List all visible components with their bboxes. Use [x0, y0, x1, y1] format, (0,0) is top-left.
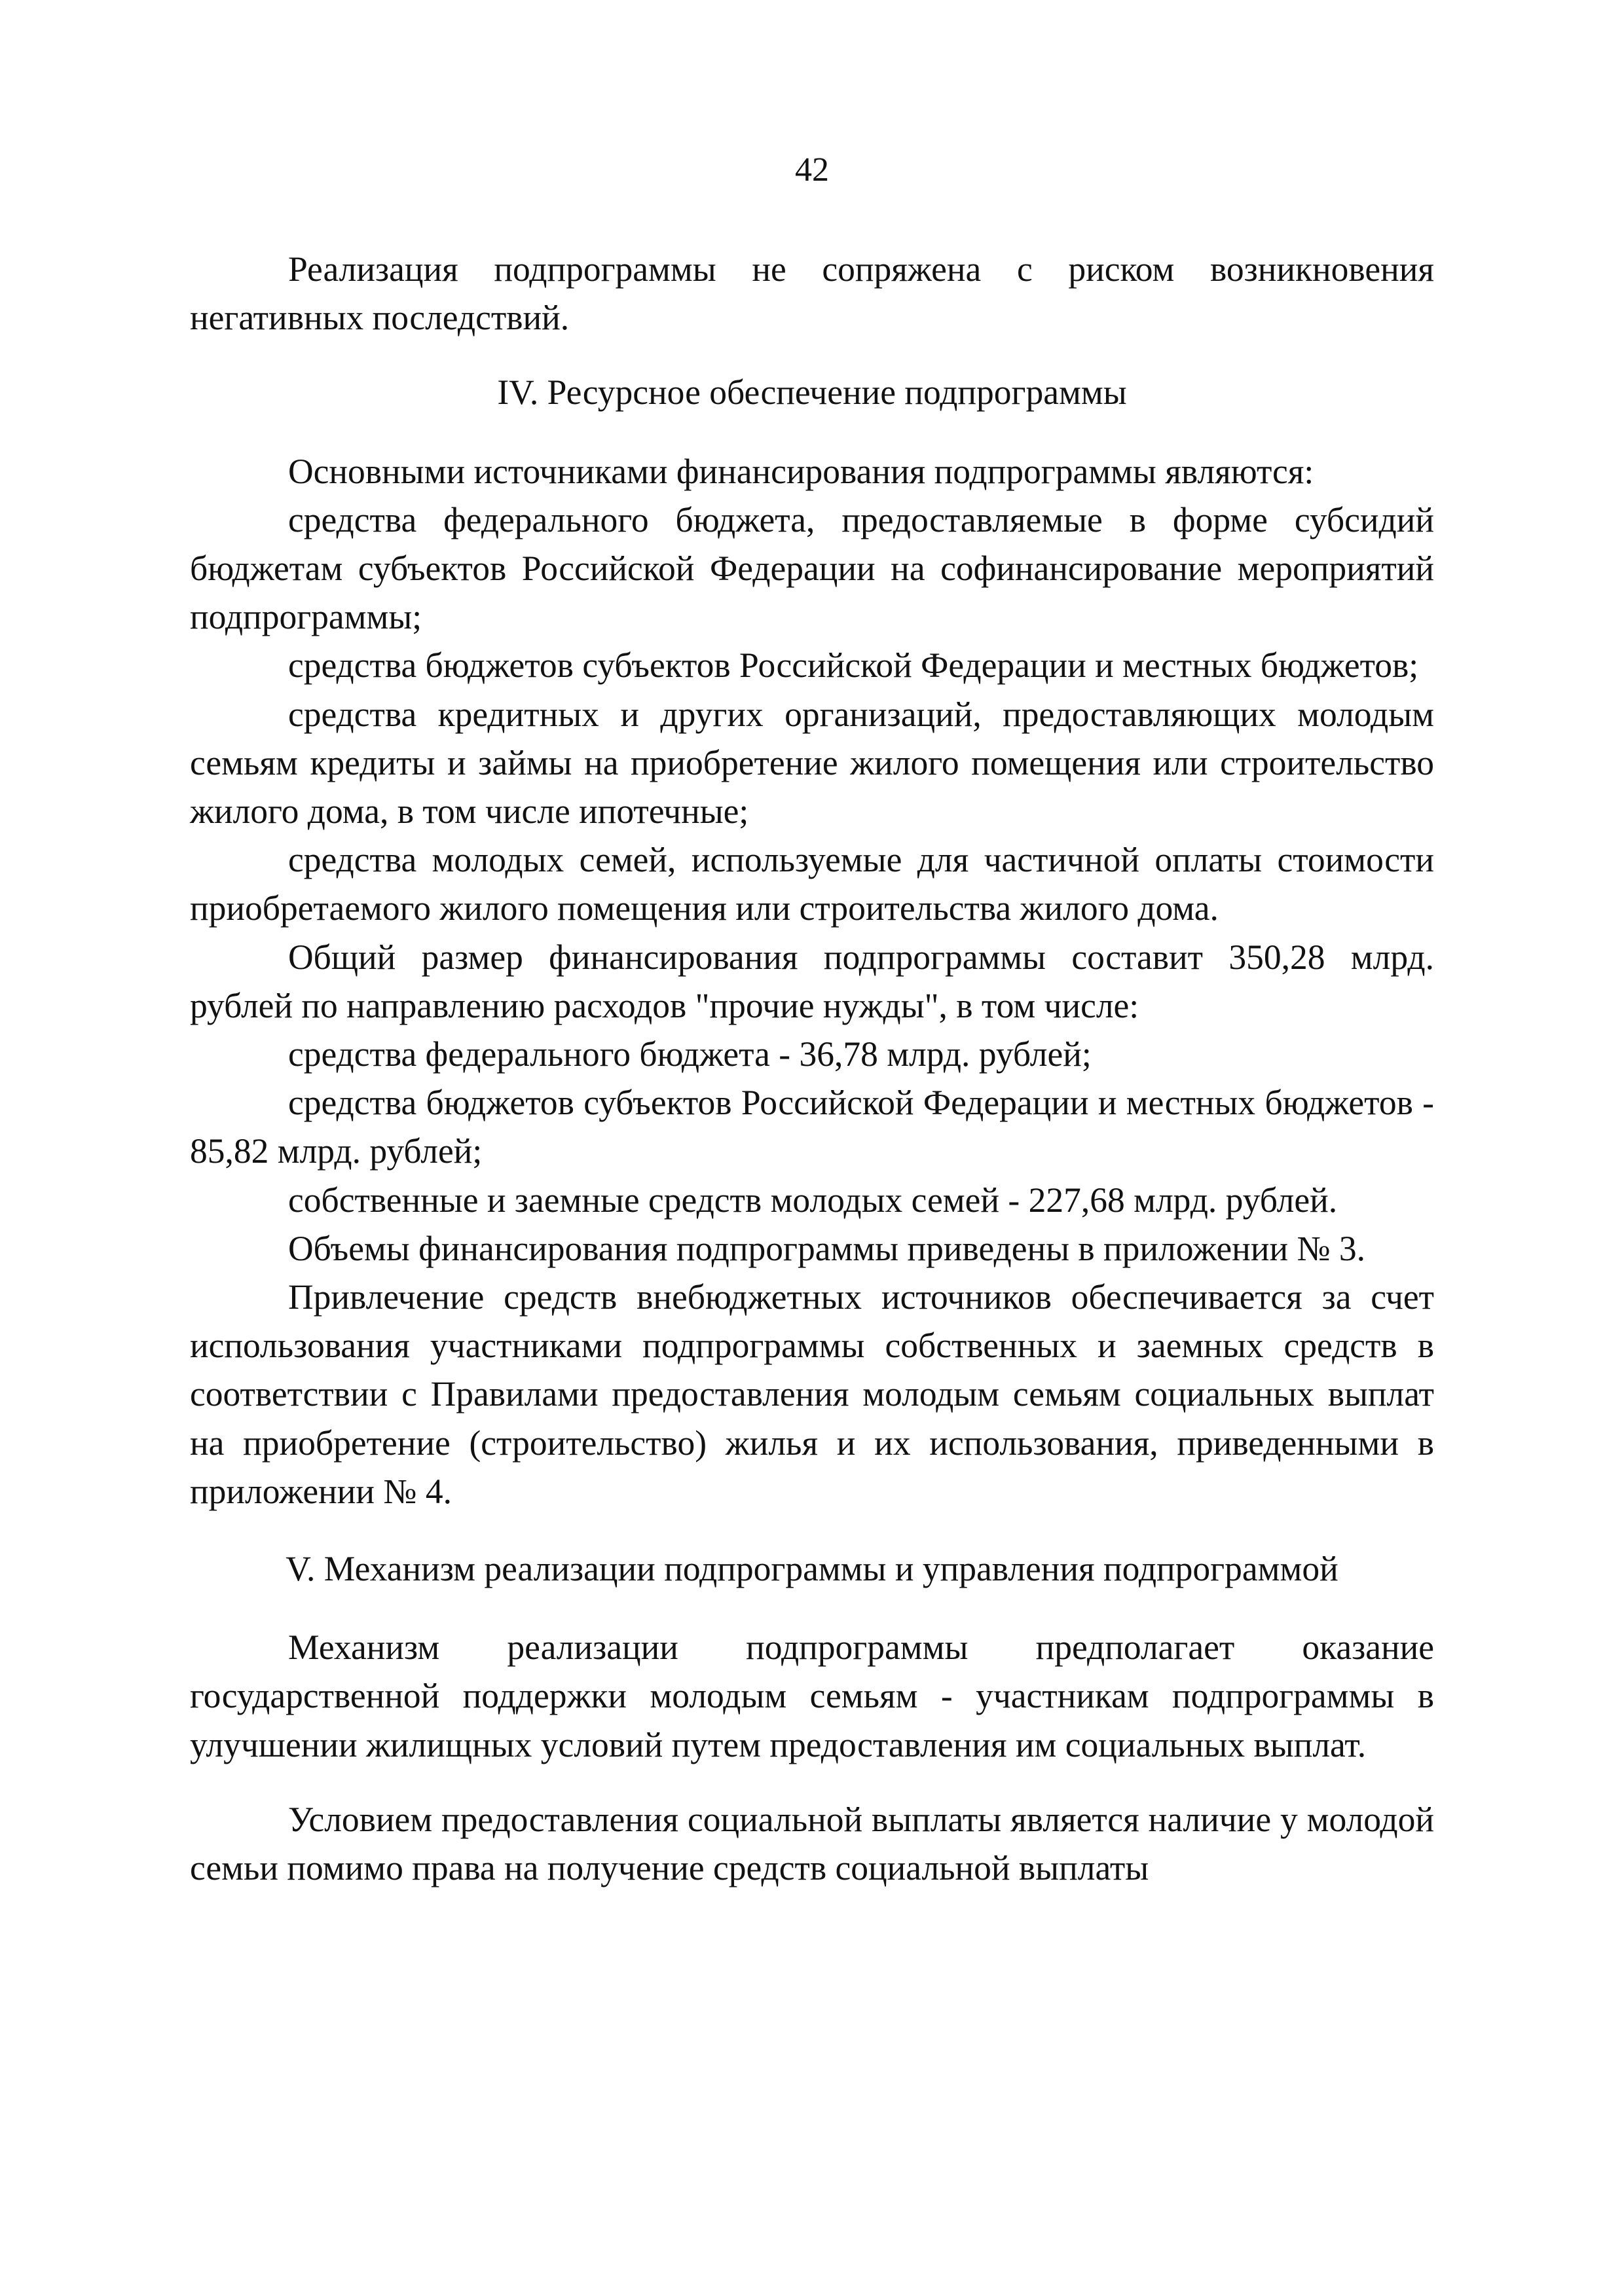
- paragraph-family-funds-source: средства молодых семей, используемые для частичной оплаты стоимости приобретаемого жилого помещения или строительства жилого дома.: [190, 840, 1434, 928]
- paragraph-regional-budget-source: средства бюджетов субъектов Российской Федерации и местных бюджетов;: [288, 646, 1419, 685]
- paragraph-own-funds-amount: собственные и заемные средств молодых семей - 227,68 млрд. рублей.: [288, 1180, 1338, 1220]
- paragraph-appendix-3: Объемы финансирования подпрограммы приведены в приложении № 3.: [288, 1228, 1365, 1268]
- paragraph-mechanism: Механизм реализации подпрограммы предполагает оказание государственной поддержки молодым семьям - участникам подпрограммы в улучшении жилищных условий путем предоставления им социальных выплат.: [190, 1628, 1434, 1764]
- paragraph-federal-budget-source: средства федерального бюджета, предоставляемые в форме субсидий бюджетам субъектов Российской Федерации на софинансирование мероприятий подпрограммы;: [190, 500, 1434, 637]
- paragraph-credit-source: средства кредитных и других организаций, предоставляющих молодым семьям кредиты и займы на приобретение жилого помещения или строительство жилого дома, в том числе ипотечные;: [190, 694, 1434, 831]
- paragraph-extrabudgetary: Привлечение средств внебюджетных источников обеспечивается за счет использования участниками подпрограммы собственных и заемных средств в соответствии с Правилами предоставления молодым семьям социальных выплат на приобретение (строительство) жилья и их использования, приведенными в приложении № 4.: [190, 1277, 1434, 1511]
- page-number: 42: [795, 151, 829, 189]
- section-heading-v: V. Механизм реализации подпрограммы и управления подпрограммой: [286, 1549, 1338, 1589]
- section-heading-iv: IV. Ресурсное обеспечение подпрограммы: [497, 373, 1127, 412]
- paragraph-total-funding: Общий размер финансирования подпрограммы составит 350,28 млрд. рублей по направлению расходов "прочие нужды", в том числе:: [190, 937, 1434, 1025]
- paragraph-funding-sources-intro: Основными источниками финансирования подпрограммы являются:: [288, 451, 1314, 491]
- paragraph-regional-amount: средства бюджетов субъектов Российской Федерации и местных бюджетов - 85,82 млрд. рублей;: [190, 1083, 1434, 1171]
- paragraph-risk: Реализация подпрограммы не сопряжена с риском возникновения негативных последствий.: [190, 249, 1434, 338]
- paragraph-federal-amount: средства федерального бюджета - 36,78 млрд. рублей;: [288, 1034, 1092, 1074]
- document-body: [190, 245, 1434, 1892]
- paragraph-condition: Условием предоставления социальной выплаты является наличие у молодой семьи помимо права на получение средств социальной выплаты: [190, 1799, 1434, 1888]
